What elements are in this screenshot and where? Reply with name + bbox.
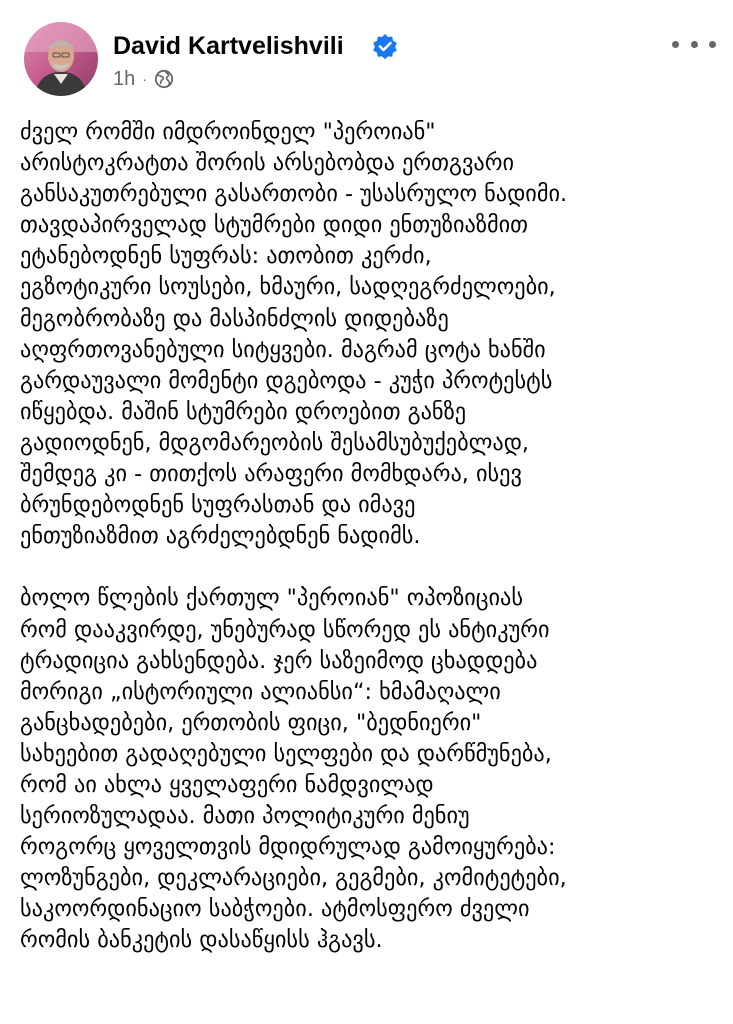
post-text-line: განცხადებები, ერთობის ფიცი, "ბედნიერი" (20, 709, 482, 736)
more-dot (709, 41, 716, 48)
meta-separator: · (142, 71, 147, 87)
post-text-line: ენთუზიაზმით აგრძელებდნენ ნადიმს. (20, 523, 421, 550)
post-meta (113, 66, 174, 92)
post-text-line: თავდაპირველად სტუმრები დიდი ენთუზიაზმით (20, 212, 529, 239)
post-timestamp[interactable]: 1h (113, 67, 136, 90)
post-text-line: ძველ რომში იმდროინდელ "პეროიან" (20, 119, 436, 145)
post-text-line: მეგობრობაზე და მასპინძლის დიდებაზე (20, 305, 449, 332)
post-text-line: ბრუნდებოდნენ სუფრასთან და იმავე (20, 492, 416, 519)
post-text-line: რომის ბანკეტის დასაწყისს ჰგავს. (20, 927, 383, 954)
post-text-line: ეტანებოდნენ სუფრას: ათობით კერძი, (20, 243, 432, 270)
post-text-line: მორიგი „ისტორიული ალიანსი“: ხმამაღალი (20, 678, 501, 705)
post-text-line: ტრადიცია გახსენდება. ჯერ საზეიმოდ ცხადდება (20, 647, 538, 674)
post-text-line: საკოორდინაციო საბჭოები. ატმოსფერო ძველი (20, 896, 530, 923)
more-dot (672, 41, 679, 48)
post-text-line: რომ აი ახლა ყველაფერი ნამდვილად (20, 771, 434, 798)
post-text-line: ეგზოტიკური სოუსები, ხმაური, სადღეგრძელოები, (20, 274, 556, 301)
post-text-line: იწყებდა. მაშინ სტუმრები დროებით განზე (20, 398, 467, 425)
post-text-line: გარდაუვალი მომენტი დგებოდა - კუჭი პროტესტს (20, 367, 553, 394)
post-text-line: განსაკუთრებული გასართობი - უსასრულო ნადიმი. (20, 181, 568, 208)
post-text (20, 117, 725, 957)
paragraph-gap (20, 552, 725, 583)
more-dot (691, 41, 698, 48)
post-text-line: სერიოზულადაა. მათი პოლიტიკური მენიუ (20, 803, 470, 830)
avatar[interactable] (24, 22, 98, 96)
post-text-line: გადიოდნენ, მდგომარეობის შესამსუბუქებლად, (20, 429, 530, 456)
post-text-line: ლოზუნგები, დეკლარაციები, გეგმები, კომიტეტები, (20, 865, 567, 892)
more-options-icon[interactable] (672, 30, 716, 58)
globe-icon[interactable] (154, 69, 174, 89)
post-header (0, 0, 733, 110)
post-text-line: სახეებით გადაღებული სელფები და დარწმუნება, (20, 740, 552, 767)
author-name[interactable]: David Kartvelishvili (113, 32, 344, 60)
post-text-line: ბოლო წლების ქართულ "პეროიან" ოპოზიციას (20, 585, 524, 612)
post-text-line: არისტოკრატთა შორის არსებობდა ერთგვარი (20, 150, 514, 177)
post-text-line: აღფრთოვანებული სიტყვები. მაგრამ ცოტა ხანში (20, 336, 546, 363)
post-text-line: შემდეგ კი - თითქოს არაფერი მომხდარა, ისევ (20, 461, 522, 488)
verified-badge-icon (372, 33, 398, 59)
post-text-line: როგორც ყოველთვის მდიდრულად გამოიყურება: (20, 834, 556, 861)
avatar-photo (24, 22, 98, 96)
post-text-line: რომ დააკვირდე, უნებურად სწორედ ეს ანტიკური (20, 616, 550, 643)
